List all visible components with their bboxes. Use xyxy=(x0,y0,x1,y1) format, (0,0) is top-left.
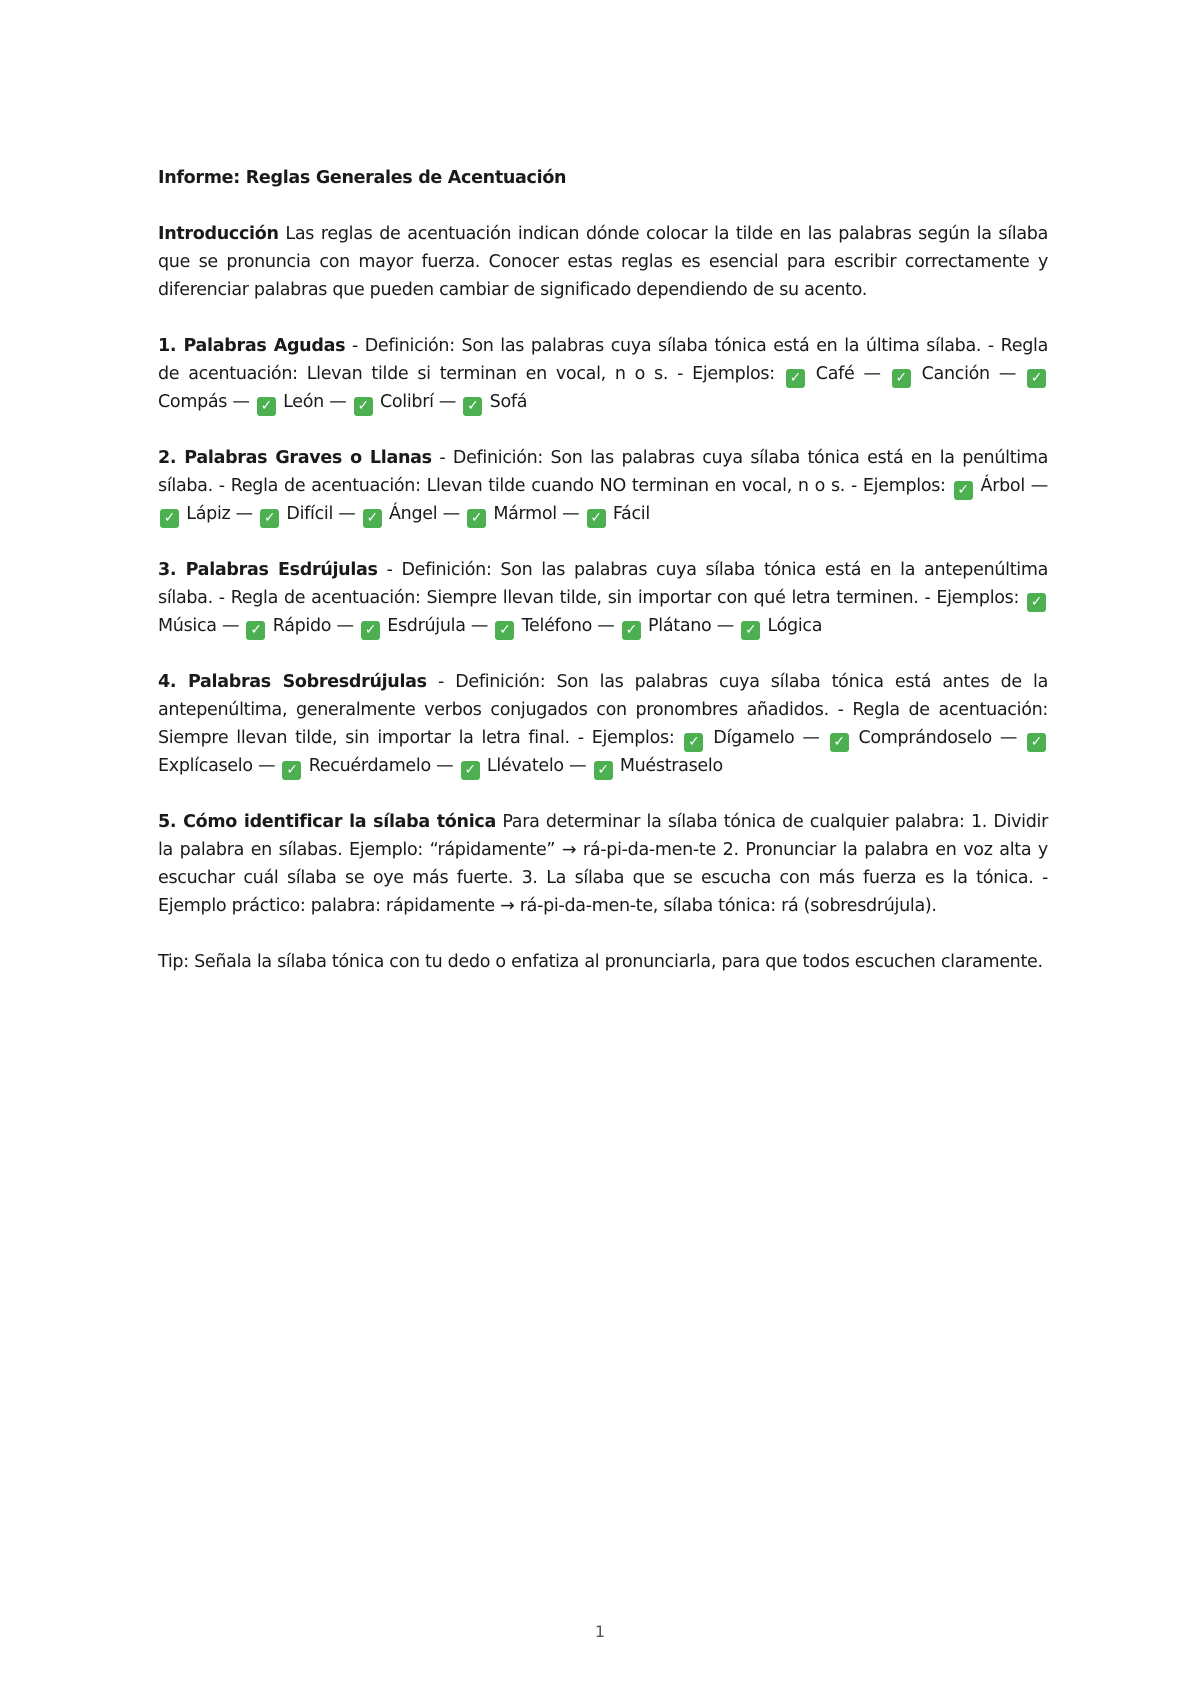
example-word: Café xyxy=(815,364,855,384)
example-word: Teléfono xyxy=(521,616,593,636)
example-word: Sofá xyxy=(489,392,528,412)
section-body: Las reglas de acentuación indican dónde colocar la tilde en las palabras según la sílaba que se pronuncia con mayor fuerza. Conocer estas reglas es esencial para escribir correctamente y diferenciar palabras que pueden cambiar de significado dependiendo de su acento. xyxy=(158,224,1048,300)
check-mark-icon: ✓ xyxy=(495,621,514,640)
check-mark-icon: ✓ xyxy=(363,509,382,528)
check-mark-icon: ✓ xyxy=(786,369,805,388)
section-body: Para determinar la sílaba tónica de cualquier palabra: 1. Dividir la palabra en sílabas. Ejemplo: “rápidamente” → rá-pi-da-men-te 2. Pronunciar la palabra en voz alta y escuchar cuál sílaba se oye más fuerte. 3. La sílaba que se escucha con más fuerza es la tónica. - Ejemplo práctico: palabra: rápidamente → rá-pi-da-men-te, sílaba tónica: rá (sobresdrújula). xyxy=(158,812,1049,916)
check-mark-icon: ✓ xyxy=(954,481,973,500)
check-mark-icon: ✓ xyxy=(361,621,380,640)
check-mark-icon: ✓ xyxy=(741,621,760,640)
example-word: Difícil xyxy=(286,504,334,524)
example-word: Compás xyxy=(158,392,228,412)
check-mark-icon: ✓ xyxy=(1027,593,1046,612)
check-mark-icon: ✓ xyxy=(260,509,279,528)
section-sobresdrujulas xyxy=(158,668,1048,780)
section-heading: 1. Palabras Agudas xyxy=(158,336,346,356)
example-word: Comprándoselo xyxy=(858,728,992,748)
section-agudas xyxy=(158,332,1048,416)
example-list: ✓ Música — ✓ Rápido — ✓ Esdrújula — ✓ Teléfono — ✓ Plátano — ✓ Lógica xyxy=(158,588,1048,636)
check-mark-icon: ✓ xyxy=(587,509,606,528)
section-body: - Definición: Son las palabras cuya sílaba tónica está en la última sílaba. - Regla de acentuación: Llevan tilde si terminan en vocal, n o s. - Ejemplos: xyxy=(158,336,1048,384)
check-mark-icon: ✓ xyxy=(830,733,849,752)
check-mark-icon: ✓ xyxy=(354,397,373,416)
example-word: Esdrújula xyxy=(387,616,466,636)
example-word: Dígamelo xyxy=(713,728,795,748)
tip-paragraph: Tip: Señala la sílaba tónica con tu dedo o enfatiza al pronunciarla, para que todos escuchen claramente. xyxy=(158,952,1043,972)
section-heading: 5. Cómo identificar la sílaba tónica xyxy=(158,812,496,832)
example-word: Muéstraselo xyxy=(619,756,723,776)
document-content xyxy=(158,164,1048,1004)
example-word: Lógica xyxy=(767,616,823,636)
check-mark-icon: ✓ xyxy=(1027,733,1046,752)
example-list: ✓ Café — ✓ Canción — ✓ Compás — ✓ León — ✓ Colibrí — ✓ Sofá xyxy=(158,364,1048,412)
example-word: Fácil xyxy=(612,504,650,524)
document-title: Informe: Reglas Generales de Acentuación xyxy=(158,168,567,188)
check-mark-icon: ✓ xyxy=(622,621,641,640)
example-word: Canción xyxy=(921,364,990,384)
section-silaba-tonica xyxy=(158,808,1048,920)
example-word: Lápiz xyxy=(186,504,231,524)
check-mark-icon: ✓ xyxy=(467,509,486,528)
check-mark-icon: ✓ xyxy=(257,397,276,416)
example-word: Mármol xyxy=(493,504,557,524)
example-word: Explícaselo xyxy=(158,756,253,776)
example-word: Ángel xyxy=(389,504,438,524)
section-body: - Definición: Son las palabras cuya sílaba tónica está en la antepenúltima sílaba. - Regla de acentuación: Siempre llevan tilde, sin importar con qué letra terminen. - Ejemplos: xyxy=(158,560,1049,608)
section-heading: 2. Palabras Graves o Llanas xyxy=(158,448,432,468)
section-body: - Definición: Son las palabras cuya sílaba tónica está antes de la antepenúltima, generalmente verbos conjugados con pronombres añadidos. - Regla de acentuación: Siempre llevan tilde, sin importar la letra final. - Ejemplos: xyxy=(158,672,1049,748)
section-esdrujulas xyxy=(158,556,1048,640)
check-mark-icon: ✓ xyxy=(892,369,911,388)
check-mark-icon: ✓ xyxy=(1027,369,1046,388)
check-mark-icon: ✓ xyxy=(461,761,480,780)
check-mark-icon: ✓ xyxy=(463,397,482,416)
example-word: Colibrí xyxy=(379,392,434,412)
example-word: Llévatelo xyxy=(486,756,564,776)
check-mark-icon: ✓ xyxy=(282,761,301,780)
check-mark-icon: ✓ xyxy=(594,761,613,780)
section-introduccion xyxy=(158,220,1048,304)
example-word: Rápido xyxy=(272,616,332,636)
example-word: Música xyxy=(158,616,217,636)
section-heading: Introducción xyxy=(158,224,279,244)
example-list: ✓ Dígamelo — ✓ Comprándoselo — ✓ Explícaselo — ✓ Recuérdamelo — ✓ Llévatelo — ✓ Muéstraselo xyxy=(158,728,1048,776)
section-body: - Definición: Son las palabras cuya sílaba tónica está en la penúltima sílaba. - Regla de acentuación: Llevan tilde cuando NO terminan en vocal, n o s. - Ejemplos: xyxy=(158,448,1048,496)
example-word: Árbol xyxy=(980,476,1025,496)
section-heading: 4. Palabras Sobresdrújulas xyxy=(158,672,427,692)
page-number: 1 xyxy=(594,1622,606,1641)
example-word: Plátano xyxy=(648,616,712,636)
example-word: León xyxy=(283,392,324,412)
example-list: ✓ Árbol — ✓ Lápiz — ✓ Difícil — ✓ Ángel — ✓ Mármol — ✓ Fácil xyxy=(158,476,1048,524)
check-mark-icon: ✓ xyxy=(684,733,703,752)
check-mark-icon: ✓ xyxy=(160,509,179,528)
example-word: Recuérdamelo xyxy=(308,756,431,776)
check-mark-icon: ✓ xyxy=(246,621,265,640)
section-graves xyxy=(158,444,1048,528)
section-heading: 3. Palabras Esdrújulas xyxy=(158,560,378,580)
